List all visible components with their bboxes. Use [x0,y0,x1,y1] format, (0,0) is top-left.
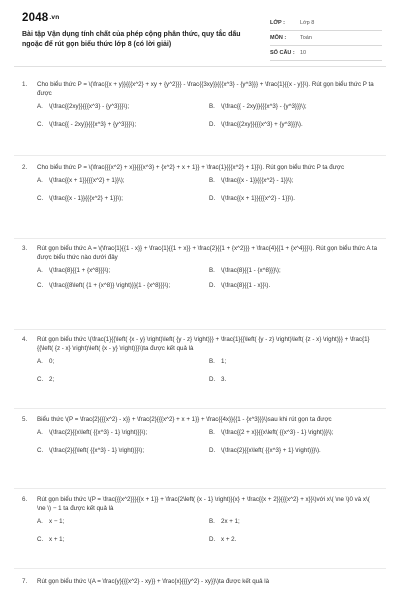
option-d[interactable]: D. 3. [209,375,227,383]
option-d[interactable]: D. \(\frac{2}{{x\left( {{x^3} + 1} \right)}}\). [209,446,321,454]
option-c[interactable]: C. x + 1; [37,535,65,543]
question-number: 2. [22,164,28,171]
question-number: 3. [22,245,28,252]
option-c[interactable]: C. 2; [37,375,55,383]
option-a[interactable]: A. \(\frac{8}{{1 + {x^8}}}\); [37,267,111,275]
answer-options [37,177,378,203]
option-c[interactable]: C. \(\frac{{8\left( {1 + {x^8}} \right)}}{1 - {x^8}}}\); [37,281,171,289]
question-divider [14,329,386,330]
site-logo[interactable]: 2048.vn [22,12,60,24]
option-d[interactable]: D. \(\frac{8}{{1 - x}}\). [209,281,271,289]
option-d[interactable]: D. \(\frac{{2xy}}{{{x^3} + {y^3}}}\). [209,120,303,128]
question-text: Cho biểu thức P = \(\frac{{{x^2} + x}}{{{x^3} + {x^2} + x + 1}} + \frac{1}{{{x^2} + 1}}\). Rút gọn biểu thức P ta được [37,164,345,171]
option-b[interactable]: B. \(\frac{{x - 1}}{{{x^2} - 1}}\); [209,177,294,185]
question-7 [22,577,378,586]
option-a[interactable]: A. \(\frac{{2xy}}{{{x^3} - {y^3}}}\); [37,103,130,111]
question-divider [14,568,386,569]
question-5 [22,415,378,455]
question-divider [14,238,386,239]
question-text: Rút gọn biểu thức A = \(\frac{1}{{1 - x}} + \frac{1}{{1 + x}} + \frac{2}{{1 + {x^2}}} + \frac{4}{{1 + {x^4}}}\). Rút gọn biểu thức A ta được biểu thức nào dưới đây [37,245,378,262]
meta-row-grade: LỚP : Lớp 8 [270,16,382,31]
worksheet-title: Bài tập Vận dụng tính chất của phép cộng phân thức, quy tắc dấu ngoặc để rút gọn biểu thức lớp 8 (có lời giải) [22,31,241,48]
meta-row-question-count: SỐ CÂU : 10 [270,46,382,61]
option-a[interactable]: A. 0; [37,358,55,366]
option-d[interactable]: D. \(\frac{{x + 1}}{{{x^2} - 1}}\). [209,194,295,202]
answer-options [37,518,378,544]
question-number: 7. [22,578,28,585]
question-number: 5. [22,416,28,423]
meta-row-subject: MÔN : Toán [270,31,382,46]
question-1 [22,80,378,129]
option-b[interactable]: B. \(\frac{{ - 2xy}}{{{x^3} - {y^3}}}\); [209,103,307,111]
option-b[interactable]: B. \(\frac{{2 + x}}{{x\left( {{x^3} - 1} \right)}}\); [209,429,334,437]
question-6 [22,495,378,544]
question-text: Rút gọn biểu thức \(P = \frac{{{x^2}}}{{x + 1}} + \frac{2\left( {x - 1} \right)}{x} + \frac{{x + 2}}{{{x^2} + x}}\)với x\( \ne \)0 và x\( \ne \) − 1 ta được kết quả là [37,496,370,513]
option-b[interactable]: B. 1; [209,358,227,366]
question-text: Biểu thức \(P = \frac{2}{{{x^2} - x}} + \frac{2}{{{x^2} + x + 1}} + \frac{{4x}}{{1 - {x^3}}}\)sau khi rút gọn ta được [37,416,332,423]
answer-options [37,429,378,455]
question-number: 4. [22,336,28,343]
option-a[interactable]: A. x − 1; [37,518,65,526]
answer-options [37,267,378,290]
answer-options [37,103,378,129]
question-divider [14,408,386,409]
option-c[interactable]: C. \(\frac{{x - 1}}{{{x^2} + 1}}\); [37,194,123,202]
question-4 [22,335,378,384]
header-divider [14,66,386,67]
question-3 [22,244,378,290]
option-b[interactable]: B. 2x + 1; [209,518,240,526]
answer-options [37,358,378,384]
option-a[interactable]: A. \(\frac{2}{{x\left( {{x^3} - 1} \right)}}\); [37,429,148,437]
option-a[interactable]: A. \(\frac{{x + 1}}{{{x^2} + 1}}\); [37,177,125,185]
option-c[interactable]: C. \(\frac{2}{{\left( {{x^3} - 1} \right)}}\); [37,446,145,454]
question-text: Rút gọn biểu thức \(A = \frac{y}{{{x^2} - xy}} + \frac{x}{{{y^2} - xy}}\)ta được kết quả là [37,578,270,585]
question-number: 1. [22,81,28,88]
worksheet-meta [270,16,382,61]
question-number: 6. [22,496,28,503]
option-b[interactable]: B. \(\frac{8}{{1 - {x^8}}}\); [209,267,281,275]
question-divider [14,488,386,489]
question-divider [14,155,386,156]
question-text: Rút gọn biểu thức \(\frac{1}{{\left( {x - y} \right)\left( {y - z} \right)}} + \frac{1}{{\left( {y - z} \right)\left( {z - x} \right)}} + \frac{1}{{\left( {z - x} \right)\left( {x - y} \right)}}\)ta được kết quả là [37,336,370,353]
question-text: Cho biểu thức P = \(\frac{{x + y}}{{{x^2} + xy + {y^2}}} - \frac{{3xy}}{{{x^3} - {y^3}}} + \frac{1}{{x - y}}\). Rút gọn biểu thức P ta được [37,81,374,98]
option-d[interactable]: D. x + 2. [209,535,237,543]
option-c[interactable]: C. \(\frac{{ - 2xy}}{{{x^3} + {y^3}}}\); [37,120,137,128]
worksheet-header [22,12,382,60]
question-2 [22,163,378,203]
